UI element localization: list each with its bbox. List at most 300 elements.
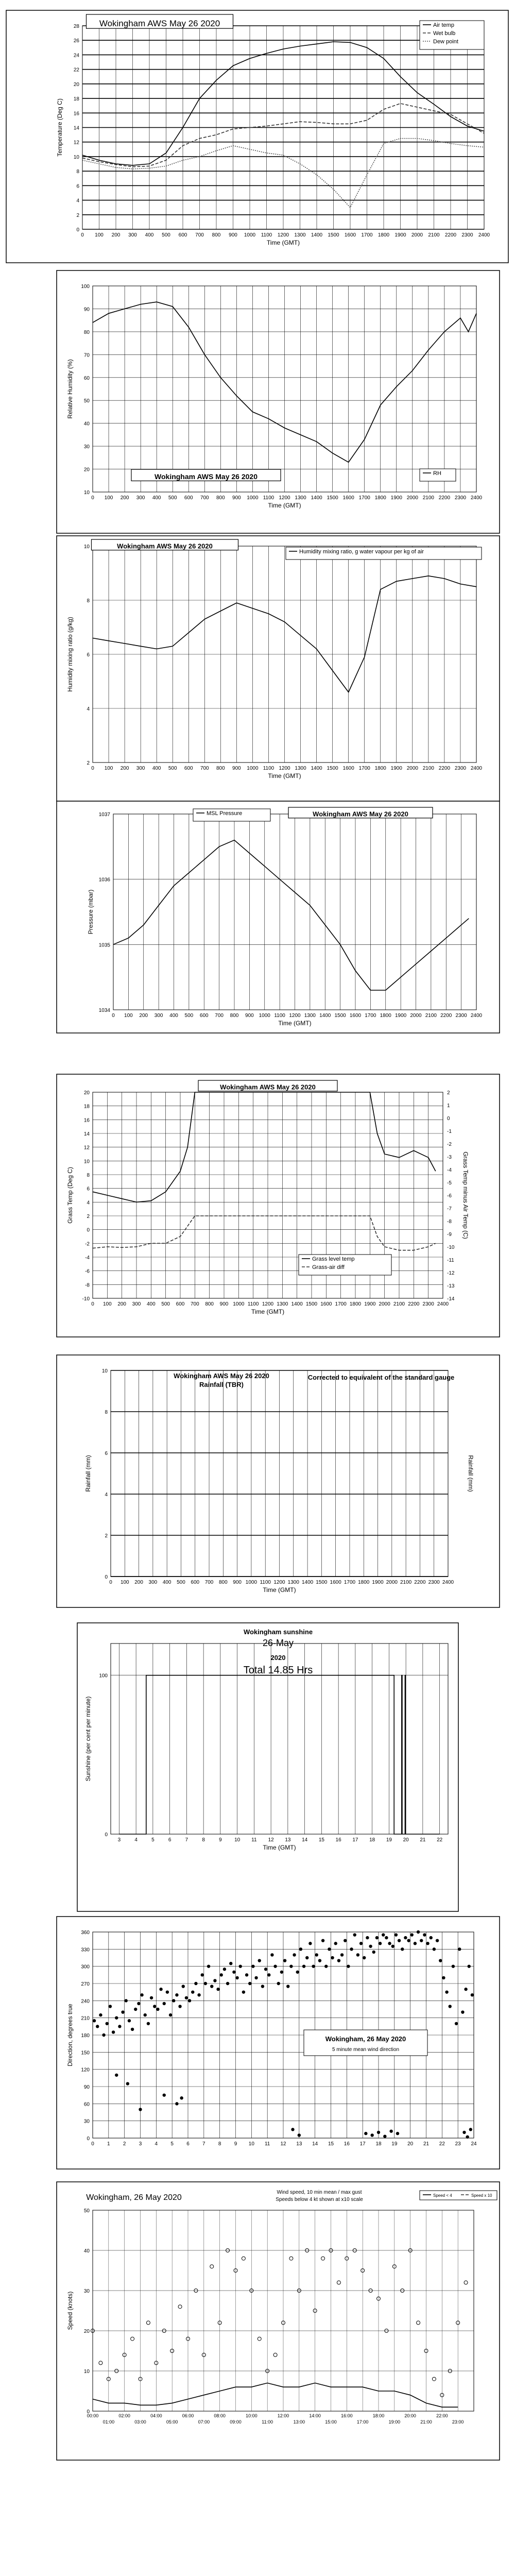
wind-speed-legend-label: Speed x 10	[471, 2193, 492, 2198]
wind-speed-x-tick-label: 14:00	[309, 2413, 321, 2418]
wind-speed-y-tick-label: 50	[83, 2208, 90, 2214]
pressure-x-tick-label: 1900	[395, 1013, 407, 1019]
wind-speed-x-tick-label: 16:00	[341, 2413, 353, 2418]
wind-speed-x-tick-label: 05:00	[166, 2419, 178, 2425]
sunshine-date: 26-May	[262, 1638, 294, 1648]
wind-direction-point	[172, 1999, 175, 2002]
wind-direction-point	[121, 2010, 124, 2013]
temperature-x-tick-label: 1500	[328, 232, 339, 238]
humidity-y-tick-label: 40	[83, 421, 90, 427]
mixing-ratio-y-tick-label: 8	[87, 598, 90, 604]
wind-direction-x-tick-label: 0	[91, 2141, 94, 2147]
wind-direction-x-tick-label: 10	[248, 2141, 254, 2147]
wind-direction-point	[468, 1964, 471, 1968]
pressure-x-tick-label: 700	[215, 1013, 224, 1019]
humidity-x-tick-label: 1200	[279, 495, 290, 501]
temperature-y-tick-label: 26	[73, 38, 79, 44]
sunshine-y-tick-label: 100	[99, 1673, 108, 1679]
temperature-y-tick-label: 8	[76, 169, 79, 175]
sunshine-x-tick-label: 15	[318, 1837, 324, 1843]
pressure-x-tick-label: 500	[184, 1013, 194, 1019]
wind-direction-x-tick-label: 16	[344, 2141, 350, 2147]
wind-direction-x-tick-label: 9	[234, 2141, 237, 2147]
chart-sunshine	[77, 1623, 458, 1911]
wind-direction-point	[207, 1964, 210, 1968]
humidity-x-tick-label: 100	[104, 495, 113, 501]
grass-x-tick-label: 1600	[320, 1301, 332, 1307]
wind-direction-point	[337, 1959, 340, 1962]
wind-direction-point	[359, 1942, 363, 1945]
wind-direction-point	[353, 1933, 356, 1936]
temperature-x-tick-label: 1400	[311, 232, 323, 238]
wind-direction-x-tick-label: 4	[154, 2141, 158, 2147]
sunshine-year: 2020	[270, 1654, 286, 1662]
temperature-y-tick-label: 16	[73, 111, 79, 117]
grass-x-tick-label: 2000	[379, 1301, 390, 1307]
grass-x-tick-label: 400	[146, 1301, 156, 1307]
wind-direction-point	[204, 1982, 207, 1985]
wind-direction-y-tick-label: 90	[83, 2084, 90, 2090]
sunshine-x-tick-label: 14	[302, 1837, 308, 1843]
humidity-y-tick-label: 50	[83, 398, 90, 404]
humidity-x-tick-label: 1000	[247, 495, 259, 501]
rainfall-y-tick-label: 4	[105, 1492, 108, 1498]
wind-direction-point	[466, 2136, 469, 2139]
mixing-ratio-x-tick-label: 2100	[422, 766, 434, 771]
wind-direction-x-tick-label: 14	[312, 2141, 318, 2147]
wind-direction-point	[363, 1956, 366, 1959]
humidity-title: Wokingham AWS May 26 2020	[154, 472, 258, 481]
wind-direction-point	[458, 1947, 461, 1951]
grass-y2-tick-label: 0	[447, 1116, 450, 1122]
mixing-ratio-y-tick-label: 6	[87, 652, 90, 658]
wind-speed-x-tick-label: 00:00	[87, 2413, 99, 2418]
mixing-ratio-x-tick-label: 1600	[342, 766, 354, 771]
wind-direction-x-tick-label: 24	[471, 2141, 477, 2147]
grass-x-axis-label: Time (GMT)	[251, 1308, 285, 1315]
grass-legend-label: Grass level temp	[312, 1256, 355, 1262]
wind-speed-x-tick-label: 10:00	[246, 2413, 258, 2418]
wind-direction-point	[291, 2128, 294, 2131]
rainfall-x-tick-label: 1100	[260, 1580, 271, 1585]
wind-speed-x-tick-label: 13:00	[293, 2419, 305, 2425]
pressure-x-tick-label: 600	[199, 1013, 209, 1019]
wind-direction-subtitle: 5 minute mean wind direction	[332, 2047, 400, 2053]
wind-direction-point	[283, 1959, 286, 1962]
grass-y-tick-label: 18	[83, 1104, 90, 1110]
wind-speed-x-tick-label: 19:00	[388, 2419, 401, 2425]
rainfall-x-tick-label: 2000	[386, 1580, 398, 1585]
wind-direction-point	[289, 1964, 293, 1968]
mixing-ratio-y-axis-label: Humidity mixing ratio (g/kg)	[66, 617, 74, 692]
wind-direction-point	[364, 2132, 367, 2135]
wind-direction-point	[445, 1990, 448, 1993]
grass-y-tick-label: -4	[85, 1255, 90, 1261]
wind-direction-point	[464, 1988, 467, 1991]
grass-x-tick-label: 1900	[364, 1301, 376, 1307]
pressure-x-tick-label: 1500	[334, 1013, 346, 1019]
wind-speed-x-tick-label: 20:00	[404, 2413, 416, 2418]
sunshine-x-tick-label: 13	[285, 1837, 291, 1843]
temperature-y-tick-label: 28	[73, 24, 79, 29]
pressure-x-tick-label: 1100	[274, 1013, 285, 1019]
wind-direction-point	[216, 1988, 219, 1991]
pressure-x-tick-label: 2100	[425, 1013, 437, 1019]
wind-direction-point	[166, 1990, 169, 1993]
grass-y2-tick-label: -11	[447, 1258, 454, 1263]
pressure-x-tick-label: 200	[139, 1013, 148, 1019]
wind-direction-point	[331, 1956, 334, 1959]
wind-direction-point	[153, 2005, 156, 2008]
wind-direction-point	[264, 1968, 267, 1971]
temperature-y-axis-label: Temperature (Deg C)	[56, 98, 63, 157]
wind-direction-point	[356, 1953, 359, 1956]
temperature-title: Wokingham AWS May 26 2020	[99, 18, 220, 28]
grass-y-tick-label: 0	[87, 1227, 90, 1233]
humidity-x-tick-label: 1400	[311, 495, 322, 501]
wind-direction-point	[347, 1964, 350, 1968]
sunshine-x-tick-label: 3	[117, 1837, 121, 1843]
grass-x-tick-label: 100	[102, 1301, 112, 1307]
pressure-x-axis-label: Time (GMT)	[278, 1020, 312, 1027]
wind-direction-point	[210, 1985, 213, 1988]
wind-direction-point	[115, 2074, 118, 2077]
wind-direction-point	[420, 1939, 423, 1942]
sunshine-y-axis-label: Sunshine (per cent per minute)	[84, 1696, 92, 1782]
wind-direction-point	[455, 2022, 458, 2025]
mixing-ratio-x-tick-label: 1400	[311, 766, 322, 771]
pressure-x-tick-label: 1800	[380, 1013, 391, 1019]
humidity-y-tick-label: 100	[81, 284, 90, 290]
wind-direction-x-tick-label: 5	[170, 2141, 174, 2147]
mixing-ratio-x-tick-label: 400	[152, 766, 161, 771]
humidity-x-tick-label: 800	[216, 495, 225, 501]
wind-direction-x-tick-label: 19	[391, 2141, 398, 2147]
mixing-ratio-x-tick-label: 1900	[390, 766, 402, 771]
sunshine-x-tick-label: 22	[437, 1837, 443, 1843]
rainfall-subtitle: Rainfall (TBR)	[199, 1381, 244, 1388]
grass-x-tick-label: 1200	[262, 1301, 274, 1307]
wind-direction-x-tick-label: 13	[296, 2141, 302, 2147]
wind-direction-point	[433, 1947, 436, 1951]
wind-direction-x-tick-label: 22	[439, 2141, 445, 2147]
grass-y-tick-label: 16	[83, 1117, 90, 1124]
sunshine-x-tick-label: 5	[151, 1837, 154, 1843]
temperature-x-tick-label: 1200	[277, 232, 289, 238]
grass-x-tick-label: 1100	[247, 1301, 259, 1307]
grass-y2-tick-label: -8	[447, 1219, 452, 1225]
wind-direction-x-tick-label: 23	[455, 2141, 461, 2147]
wind-speed-x-tick-label: 01:00	[102, 2419, 115, 2425]
wind-direction-point	[93, 2019, 96, 2022]
wind-speed-x-tick-label: 09:00	[230, 2419, 242, 2425]
humidity-y-axis-label: Relative Humidity (%)	[66, 359, 74, 419]
wind-direction-x-tick-label: 17	[359, 2141, 366, 2147]
chart-humidity	[57, 270, 500, 533]
wind-direction-point	[423, 1933, 426, 1936]
humidity-y-tick-label: 70	[83, 352, 90, 359]
wind-speed-y-tick-label: 20	[83, 2329, 90, 2334]
mixing-ratio-x-tick-label: 1700	[358, 766, 370, 771]
temperature-x-tick-label: 1000	[244, 232, 256, 238]
grass-y2-tick-label: -1	[447, 1129, 452, 1134]
humidity-x-tick-label: 0	[91, 495, 94, 501]
grass-x-tick-label: 2400	[437, 1301, 449, 1307]
temperature-x-tick-label: 2200	[444, 232, 457, 238]
sunshine-total: Total 14.85 Hrs	[243, 1665, 313, 1676]
wind-direction-point	[197, 1993, 200, 1996]
mixing-ratio-y-tick-label: 4	[87, 706, 90, 712]
rainfall-x-tick-label: 900	[233, 1580, 242, 1585]
temperature-x-tick-label: 2100	[428, 232, 440, 238]
temperature-y-tick-label: 24	[73, 53, 79, 59]
temperature-y-tick-label: 12	[73, 140, 79, 146]
wind-direction-point	[194, 1982, 197, 1985]
grass-x-tick-label: 700	[190, 1301, 199, 1307]
wind-direction-point	[115, 2016, 118, 2019]
wind-direction-point	[220, 1973, 223, 1976]
grass-y2-tick-label: -4	[447, 1167, 452, 1173]
wind-direction-point	[106, 2022, 109, 2025]
rainfall-y-tick-label: 10	[101, 1368, 108, 1374]
grass-y-tick-label: -6	[85, 1268, 90, 1275]
pressure-x-tick-label: 1400	[319, 1013, 331, 1019]
wind-direction-point	[134, 2008, 137, 2011]
wind-direction-point	[188, 1999, 191, 2002]
wind-direction-title: Wokingham, 26 May 2020	[325, 2035, 406, 2043]
wind-direction-point	[436, 1939, 439, 1942]
sunshine-x-tick-label: 7	[185, 1837, 188, 1843]
pressure-x-tick-label: 2200	[440, 1013, 452, 1019]
pressure-legend-label: MSL Pressure	[207, 810, 243, 817]
wind-direction-point	[137, 2002, 140, 2005]
wind-direction-x-tick-label: 20	[407, 2141, 414, 2147]
wind-direction-point	[321, 1939, 324, 1942]
temperature-x-tick-label: 1600	[344, 232, 356, 238]
grass-y-tick-label: 6	[87, 1186, 90, 1192]
grass-y-axis-label: Grass Temp (Deg C)	[66, 1167, 74, 1224]
wind-speed-y-tick-label: 0	[87, 2409, 90, 2415]
rainfall-x-tick-label: 2400	[442, 1580, 454, 1585]
wind-speed-x-tick-label: 15:00	[325, 2419, 337, 2425]
wind-direction-point	[245, 1973, 248, 1976]
wind-direction-point	[452, 1964, 455, 1968]
wind-speed-subtitle: Wind speed, 10 min mean / max gust	[277, 2190, 362, 2195]
sunshine-x-tick-label: 20	[403, 1837, 409, 1843]
rainfall-x-tick-label: 500	[177, 1580, 185, 1585]
mixing-ratio-x-tick-label: 1000	[247, 766, 259, 771]
humidity-y-tick-label: 80	[83, 329, 90, 335]
humidity-x-tick-label: 500	[168, 495, 177, 501]
rainfall-x-tick-label: 400	[162, 1580, 171, 1585]
temperature-y-tick-label: 18	[73, 96, 79, 103]
wind-direction-x-tick-label: 8	[218, 2141, 221, 2147]
temperature-x-tick-label: 1800	[377, 232, 390, 238]
wind-direction-point	[324, 1964, 328, 1968]
wind-direction-point	[178, 2005, 181, 2008]
wind-direction-point	[175, 2102, 178, 2105]
grass-x-tick-label: 1000	[233, 1301, 245, 1307]
mixing-ratio-x-tick-label: 2300	[454, 766, 467, 771]
rainfall-x-tick-label: 200	[134, 1580, 143, 1585]
humidity-x-tick-label: 2400	[470, 495, 483, 501]
temperature-y-tick-label: 14	[73, 125, 79, 131]
wind-direction-x-tick-label: 18	[375, 2141, 382, 2147]
grass-y2-tick-label: -6	[447, 1193, 452, 1199]
wind-direction-point	[389, 2129, 392, 2132]
mixing-ratio-x-tick-label: 0	[91, 766, 94, 771]
mixing-ratio-x-axis-label: Time (GMT)	[268, 772, 301, 779]
rainfall-x-tick-label: 1200	[273, 1580, 285, 1585]
humidity-y-tick-label: 60	[83, 375, 90, 381]
chart-temperature	[6, 10, 508, 263]
wind-direction-y-axis-label: Direction, degrees true	[66, 2004, 74, 2066]
wind-direction-point	[366, 1936, 369, 1939]
grass-x-tick-label: 0	[91, 1301, 94, 1307]
wind-direction-point	[315, 1953, 318, 1956]
wind-direction-point	[401, 1947, 404, 1951]
sunshine-x-tick-label: 11	[251, 1837, 257, 1843]
grass-y2-tick-label: -5	[447, 1180, 452, 1186]
wind-direction-point	[226, 1982, 229, 1985]
grass-y2-tick-label: -14	[447, 1296, 455, 1302]
wind-direction-y-tick-label: 210	[81, 2015, 90, 2022]
humidity-x-tick-label: 200	[120, 495, 129, 501]
wind-direction-y-tick-label: 60	[83, 2102, 90, 2108]
mixing-ratio-x-tick-label: 2000	[406, 766, 418, 771]
sunshine-x-tick-label: 4	[134, 1837, 138, 1843]
mixing-ratio-x-tick-label: 500	[168, 766, 177, 771]
pressure-x-tick-label: 100	[124, 1013, 133, 1019]
wind-direction-point	[258, 1959, 261, 1962]
grass-x-tick-label: 1300	[277, 1301, 288, 1307]
grass-y2-tick-label: -7	[447, 1206, 452, 1212]
grass-y2-tick-label: -13	[447, 1283, 455, 1289]
wind-direction-point	[388, 1942, 391, 1945]
humidity-x-tick-label: 2000	[406, 495, 418, 501]
wind-direction-x-tick-label: 11	[264, 2141, 270, 2147]
wind-direction-point	[125, 1999, 128, 2002]
wind-speed-x-tick-label: 22:00	[436, 2413, 448, 2418]
wind-direction-point	[430, 1936, 433, 1939]
rainfall-y-tick-label: 0	[105, 1574, 108, 1580]
chart-grass	[57, 1074, 500, 1337]
wind-direction-point	[328, 1947, 331, 1951]
wind-direction-point	[375, 1936, 379, 1939]
wind-direction-point	[369, 1945, 372, 1948]
wind-direction-x-tick-label: 6	[186, 2141, 190, 2147]
wind-direction-point	[417, 1930, 420, 1934]
grass-y2-tick-label: -3	[447, 1155, 452, 1160]
grass-y-tick-label: 12	[83, 1145, 90, 1151]
wind-direction-point	[414, 1942, 417, 1945]
wind-speed-x-tick-label: 17:00	[356, 2419, 369, 2425]
wind-direction-point	[299, 1947, 302, 1951]
sunshine-x-axis-label: Time (GMT)	[263, 1844, 296, 1851]
wind-direction-point	[144, 2013, 147, 2016]
temperature-x-tick-label: 1700	[361, 232, 373, 238]
wind-direction-point	[391, 1945, 394, 1948]
wind-direction-point	[213, 1979, 216, 1982]
humidity-x-tick-label: 2200	[438, 495, 451, 501]
grass-legend-label: Grass-air diff	[312, 1264, 345, 1270]
temperature-x-tick-label: 700	[195, 232, 204, 238]
wind-direction-point	[232, 1971, 235, 1974]
rainfall-x-axis-label: Time (GMT)	[263, 1586, 296, 1594]
mixing-ratio-x-tick-label: 800	[216, 766, 225, 771]
sunshine-x-tick-label: 17	[352, 1837, 358, 1843]
temperature-y-tick-label: 2	[76, 212, 79, 218]
wind-direction-point	[293, 1953, 296, 1956]
pressure-x-tick-label: 1700	[365, 1013, 376, 1019]
wind-direction-point	[182, 1985, 185, 1988]
wind-direction-y-tick-label: 330	[81, 1947, 90, 1953]
wind-direction-point	[150, 1996, 153, 1999]
humidity-x-tick-label: 1300	[295, 495, 306, 501]
wind-direction-point	[99, 2013, 102, 2016]
wind-speed-x-tick-label: 18:00	[372, 2413, 385, 2418]
wind-direction-point	[385, 1936, 388, 1939]
mixing-ratio-x-tick-label: 1800	[374, 766, 386, 771]
wind-direction-point	[379, 1942, 382, 1945]
humidity-x-tick-label: 2300	[454, 495, 467, 501]
humidity-y-tick-label: 30	[83, 444, 90, 450]
wind-direction-point	[340, 1953, 344, 1956]
mixing-ratio-x-tick-label: 1300	[295, 766, 306, 771]
wind-direction-point	[96, 2025, 99, 2028]
wind-direction-point	[442, 1976, 445, 1979]
wind-direction-x-tick-label: 3	[139, 2141, 142, 2147]
rainfall-x-tick-label: 1700	[344, 1580, 356, 1585]
wind-speed-x-tick-label: 23:00	[452, 2419, 464, 2425]
grass-y-tick-label: 10	[83, 1159, 90, 1165]
wind-direction-point	[398, 1939, 401, 1942]
wind-direction-point	[191, 1990, 194, 1993]
humidity-x-axis-label: Time (GMT)	[268, 502, 301, 509]
wind-direction-point	[254, 1976, 258, 1979]
rainfall-x-tick-label: 1300	[287, 1580, 299, 1585]
pressure-x-tick-label: 900	[245, 1013, 254, 1019]
humidity-legend-label: RH	[433, 470, 441, 477]
wind-direction-point	[305, 1956, 308, 1959]
temperature-y-tick-label: 22	[73, 67, 79, 73]
humidity-x-tick-label: 1500	[327, 495, 338, 501]
grass-title: Wokingham AWS May 26 2020	[220, 1083, 316, 1091]
sunshine-x-tick-label: 9	[219, 1837, 222, 1843]
wind-direction-point	[163, 2002, 166, 2005]
wind-direction-point	[280, 1971, 283, 1974]
humidity-x-tick-label: 1900	[390, 495, 402, 501]
wind-speed-note: Speeds below 4 kt shown at x10 scale	[276, 2197, 363, 2202]
wind-speed-y-tick-label: 10	[83, 2369, 90, 2375]
temperature-x-tick-label: 2000	[411, 232, 423, 238]
temperature-x-tick-label: 1900	[394, 232, 406, 238]
wind-speed-x-tick-label: 02:00	[118, 2413, 130, 2418]
rainfall-x-tick-label: 800	[218, 1580, 228, 1585]
sunshine-x-tick-label: 16	[335, 1837, 341, 1843]
mixing-ratio-y-tick-label: 2	[87, 760, 90, 766]
pressure-y-axis-label: Pressure (mbar)	[87, 889, 94, 935]
rainfall-x-tick-label: 300	[148, 1580, 158, 1585]
mixing-ratio-y-tick-label: 10	[83, 544, 90, 550]
wind-direction-point	[334, 1942, 337, 1945]
wind-direction-point	[147, 2022, 150, 2025]
grass-x-tick-label: 300	[132, 1301, 141, 1307]
pressure-y-tick-label: 1037	[98, 812, 110, 818]
wind-direction-point	[261, 1985, 264, 1988]
temperature-x-tick-label: 400	[145, 232, 154, 238]
rainfall-x-tick-label: 1000	[245, 1580, 258, 1585]
